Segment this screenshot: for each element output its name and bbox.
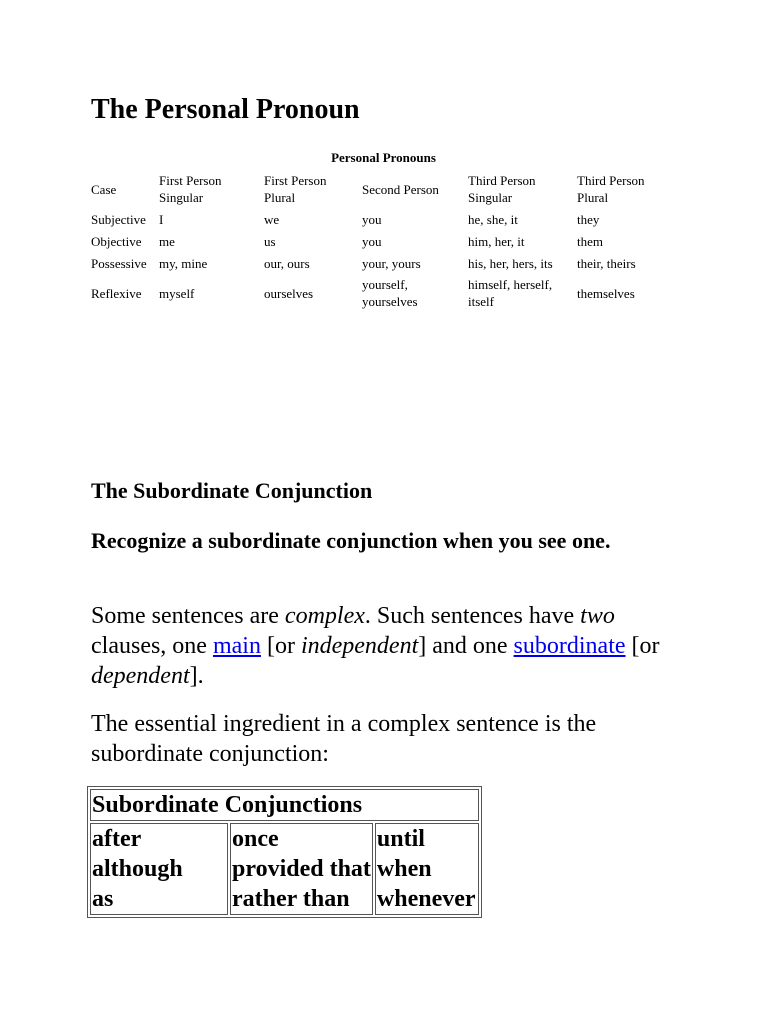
table-cell: my, mine [159, 255, 208, 271]
table-cell: their, theirs [577, 255, 636, 271]
para-text: ]. [189, 663, 204, 689]
header-first-plural: First Person Plural [264, 173, 327, 205]
header-first-singular: First Person Singular [159, 173, 222, 205]
subordinate-conjunctions-table [87, 786, 482, 918]
conj-caption-row [90, 789, 479, 821]
para-text: [or [625, 633, 660, 659]
main-link[interactable]: main [212, 633, 261, 659]
emphasis-dependent: dependent [91, 663, 190, 689]
table-cell: ourselves [264, 285, 314, 301]
table-cell: them [577, 233, 603, 249]
header-second: Second Person [362, 181, 439, 197]
table-cell: Possessive [91, 255, 147, 271]
pronoun-header-row [91, 171, 659, 207]
table-cell: Reflexive [91, 285, 142, 301]
conj-word: as [92, 886, 114, 912]
header-case: Case [91, 181, 117, 197]
emphasis-complex: complex [284, 603, 365, 629]
para-text: Some sentences are [91, 603, 285, 629]
header-third-plural: Third Person Plural [577, 173, 645, 205]
emphasis-two: two [580, 603, 615, 629]
para-text: clauses, one [91, 633, 213, 659]
pronoun-row-reflexive [91, 275, 659, 311]
conj-column-3 [375, 823, 479, 915]
conj-word: rather than [232, 886, 350, 912]
table-cell: we [264, 211, 280, 227]
table-cell: your, yours [362, 255, 421, 271]
conj-column-1 [90, 823, 228, 915]
conj-words-row [90, 823, 479, 915]
para-text: [or [260, 633, 301, 659]
table-cell: himself, herself, itself [468, 277, 553, 309]
emphasis-independent: independent [300, 633, 419, 659]
table-cell: you [362, 211, 382, 227]
table-cell: they [577, 211, 600, 227]
pronoun-row-possessive [91, 253, 659, 273]
table-cell: Subjective [91, 211, 146, 227]
table-cell: myself [159, 285, 195, 301]
conj-word: until [376, 826, 425, 852]
table-cell: you [362, 233, 382, 249]
table-cell: me [159, 233, 175, 249]
page-title: The Personal Pronoun [91, 94, 360, 125]
table-cell: he, she, it [468, 211, 518, 227]
table-cell: Objective [91, 233, 142, 249]
table-cell: us [264, 233, 276, 249]
conj-word: after [92, 826, 142, 852]
conj-word: once [232, 826, 279, 852]
header-third-singular: Third Person Singular [468, 173, 536, 205]
table-cell: yourself, yourselves [362, 277, 418, 309]
subordinate-link[interactable]: subordinate [513, 633, 626, 659]
conj-word: whenever [376, 886, 476, 912]
table-cell: him, her, it [468, 233, 525, 249]
conj-column-2 [230, 823, 373, 915]
conj-word: although [92, 856, 183, 882]
table-cell: our, ours [264, 255, 310, 271]
conj-word: when [376, 856, 432, 882]
para-text: ] and one [418, 633, 514, 659]
personal-pronoun-table [89, 169, 661, 313]
pronoun-table-caption: Personal Pronouns [331, 150, 436, 165]
table-cell: his, her, hers, its [468, 255, 553, 271]
table-cell: themselves [577, 285, 635, 301]
subordinate-heading: The Subordinate Conjunction [91, 478, 373, 503]
pronoun-row-objective [91, 231, 659, 251]
pronoun-row-subjective [91, 209, 659, 229]
para-text: . Such sentences have [364, 603, 581, 629]
conj-word: provided that [232, 856, 371, 882]
complex-sentence-paragraph [91, 601, 691, 691]
essential-ingredient-paragraph: The essential ingredient in a complex sentence is the subordinate conjunction: [91, 711, 597, 767]
conj-table-caption: Subordinate Conjunctions [90, 789, 479, 821]
table-cell: I [159, 211, 164, 227]
recognize-heading: Recognize a subordinate conjunction when you see one. [91, 528, 611, 553]
